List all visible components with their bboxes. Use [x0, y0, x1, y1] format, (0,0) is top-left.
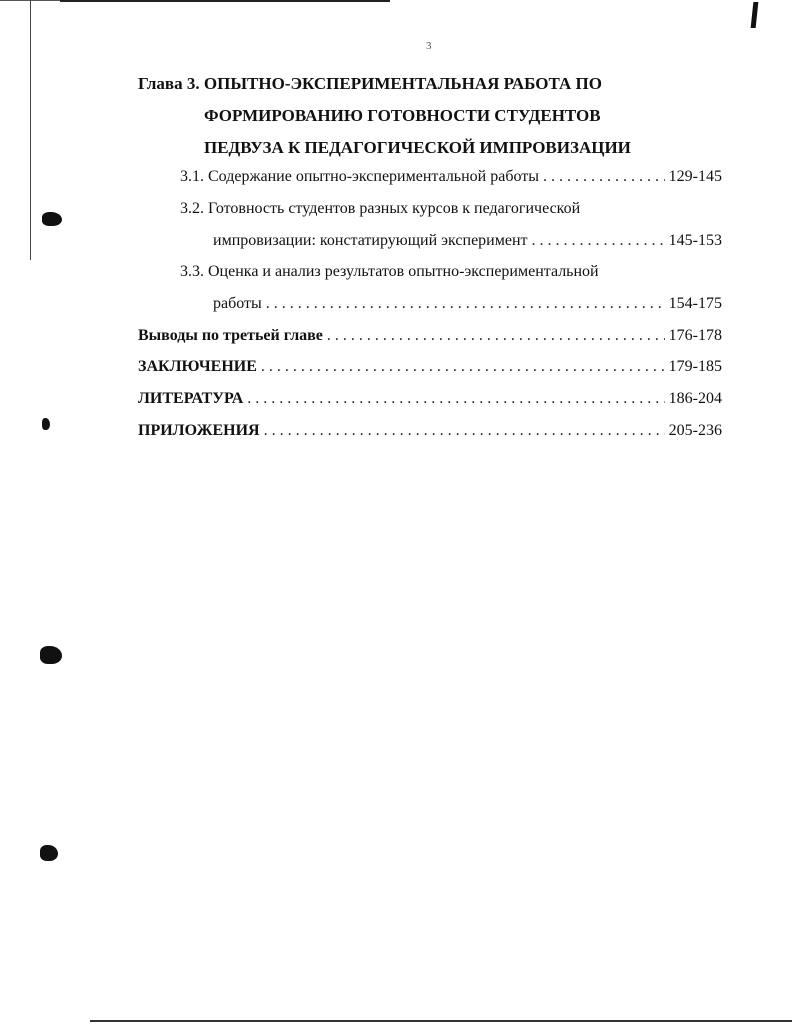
toc-entry-3-3-line1[interactable]: 3.3. Оценка и анализ результатов опытно-экспериментальной — [180, 263, 599, 280]
scan-artifact-margin-line — [30, 0, 31, 260]
chapter-heading-line: ФОРМИРОВАНИЮ ГОТОВНОСТИ СТУДЕНТОВ — [204, 106, 601, 125]
toc-entry-appendices[interactable] — [138, 415, 722, 447]
leader-dots — [247, 383, 664, 415]
scan-artifact-bottom-rule — [90, 1020, 792, 1022]
toc-entry-3-2-line1[interactable]: 3.2. Готовность студентов разных курсов к педагогической — [180, 200, 581, 217]
scan-artifact-blot — [40, 845, 58, 861]
toc-entry-label: ПРИЛОЖЕНИЯ — [138, 422, 260, 439]
toc-entry-pages: 129-145 — [668, 168, 722, 185]
toc-entry-label: работы — [213, 295, 262, 312]
toc-entry-pages: 205-236 — [668, 422, 722, 439]
scan-artifact-blot — [42, 212, 62, 226]
toc-entry-pages: 145-153 — [668, 232, 722, 249]
toc-entry-3-2[interactable] — [213, 225, 722, 257]
scan-artifact-blot — [40, 646, 62, 664]
chapter-heading-line: ПЕДВУЗА К ПЕДАГОГИЧЕСКОЙ ИМПРОВИЗАЦИИ — [204, 138, 631, 157]
chapter-heading-line: Глава 3. ОПЫТНО-ЭКСПЕРИМЕНТАЛЬНАЯ РАБОТА ПО — [138, 74, 602, 93]
toc-entry-3-1[interactable] — [180, 161, 722, 193]
toc-entry-label: ЗАКЛЮЧЕНИЕ — [138, 358, 257, 375]
chapter-heading — [138, 68, 631, 164]
leader-dots — [266, 288, 665, 320]
toc-entry-label: 3.1. Содержание опытно-экспериментальной работы — [180, 168, 539, 185]
leader-dots — [543, 161, 665, 193]
scan-artifact-corner-mark — [751, 2, 759, 28]
scan-artifact-top-rule — [60, 0, 390, 2]
toc-entry-pages: 154-175 — [668, 295, 722, 312]
toc-entry-literature[interactable] — [138, 383, 722, 415]
leader-dots — [264, 415, 665, 447]
toc-entry-pages: 176-178 — [668, 327, 722, 344]
scan-artifact-blot — [42, 418, 50, 430]
toc-entry-label: импровизации: констатирующий эксперимент — [213, 232, 528, 249]
toc-entry-label: Выводы по третьей главе — [138, 327, 323, 344]
page-number: 3 — [426, 40, 432, 52]
toc-entry-3-3[interactable] — [213, 288, 722, 320]
leader-dots — [327, 320, 665, 352]
leader-dots — [261, 351, 665, 383]
toc-entry-conclusion[interactable] — [138, 351, 722, 383]
toc-entry-summary[interactable] — [138, 320, 722, 352]
toc-entry-pages: 186-204 — [668, 390, 722, 407]
leader-dots — [532, 225, 665, 257]
toc-entry-pages: 179-185 — [668, 358, 722, 375]
toc-entry-label: ЛИТЕРАТУРА — [138, 390, 244, 407]
